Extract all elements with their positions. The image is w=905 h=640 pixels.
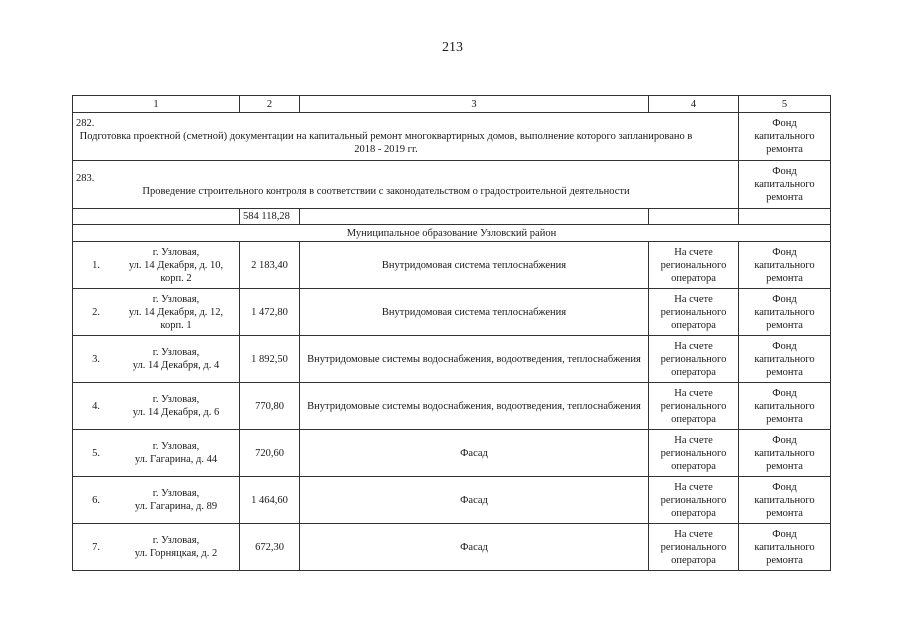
row-number: 4. [92, 400, 100, 412]
cost-cell: 1 892,50 [240, 336, 300, 383]
column-header: 5 [739, 96, 831, 113]
cost-cell: 1 464,60 [240, 477, 300, 524]
empty-cell [73, 209, 240, 225]
row-number: 5. [92, 447, 100, 459]
empty-cell [739, 209, 831, 225]
fund-cell: Фонд капитального ремонта [739, 113, 831, 161]
table-row [73, 336, 831, 383]
repair-table [72, 95, 831, 571]
row-number: 2. [92, 306, 100, 318]
address-text: г. Узловая, ул. 14 Декабря, д. 12, корп. 1 [128, 293, 224, 331]
account-cell: На счете регионального оператора [649, 524, 739, 571]
row-number: 3. [92, 353, 100, 365]
row-number: 7. [92, 541, 100, 553]
column-header: 1 [73, 96, 240, 113]
address-text: г. Узловая, ул. 14 Декабря, д. 4 [132, 347, 220, 371]
work-type-cell: Внутридомовая система теплоснабжения [300, 289, 649, 336]
account-cell: На счете регионального оператора [649, 336, 739, 383]
row-number: 6. [92, 494, 100, 506]
work-type-cell: Фасад [300, 524, 649, 571]
table-row [73, 524, 831, 571]
account-cell: На счете регионального оператора [649, 430, 739, 477]
empty-cell [649, 209, 739, 225]
fund-cell: Фонд капитального ремонта [739, 161, 831, 209]
cost-cell: 720,60 [240, 430, 300, 477]
address-cell [73, 477, 240, 524]
work-type-cell: Фасад [300, 477, 649, 524]
table-row [73, 477, 831, 524]
table-row [73, 242, 831, 289]
address-cell [73, 383, 240, 430]
project-number: 283. [76, 172, 95, 184]
subtotal-row [73, 209, 831, 225]
page-number: 213 [442, 40, 463, 55]
project-cell [73, 161, 739, 209]
cost-cell: 1 472,80 [240, 289, 300, 336]
fund-cell: Фонд капитального ремонта [739, 289, 831, 336]
row-number: 1. [92, 259, 100, 271]
municipality-row [73, 225, 831, 242]
fund-cell: Фонд капитального ремонта [739, 477, 831, 524]
address-text: г. Узловая, ул. 14 Декабря, д. 10, корп. 2 [128, 246, 224, 284]
subtotal-value: 584 118,28 [240, 209, 300, 225]
fund-cell: Фонд капитального ремонта [739, 242, 831, 289]
cost-cell: 2 183,40 [240, 242, 300, 289]
account-cell: На счете регионального оператора [649, 383, 739, 430]
table-row [73, 289, 831, 336]
fund-cell: Фонд капитального ремонта [739, 336, 831, 383]
work-type-cell: Фасад [300, 430, 649, 477]
address-text: г. Узловая, ул. Горняцкая, д. 2 [134, 535, 218, 559]
account-cell: На счете регионального оператора [649, 289, 739, 336]
address-text: г. Узловая, ул. 14 Декабря, д. 6 [132, 394, 220, 418]
table-row [73, 430, 831, 477]
municipality-title: Муниципальное образование Узловский район [73, 225, 831, 242]
address-text: г. Узловая, ул. Гагарина, д. 89 [134, 488, 218, 512]
fund-cell: Фонд капитального ремонта [739, 430, 831, 477]
fund-cell: Фонд капитального ремонта [739, 383, 831, 430]
project-cell [73, 113, 739, 161]
column-header: 4 [649, 96, 739, 113]
fund-cell: Фонд капитального ремонта [739, 524, 831, 571]
project-description: Подготовка проектной (сметной) документации на капитальный ремонт многоквартирных домов, выполнение которого запланировано в 2018 - 2019 гг. [79, 131, 693, 156]
address-cell [73, 336, 240, 383]
address-cell [73, 430, 240, 477]
header-row [73, 96, 831, 113]
address-cell [73, 242, 240, 289]
project-row [73, 161, 831, 209]
account-cell: На счете регионального оператора [649, 242, 739, 289]
account-cell: На счете регионального оператора [649, 477, 739, 524]
address-text: г. Узловая, ул. Гагарина, д. 44 [134, 441, 218, 465]
address-cell [73, 289, 240, 336]
work-type-cell: Внутридомовая система теплоснабжения [300, 242, 649, 289]
empty-cell [300, 209, 649, 225]
project-description: Проведение строительного контроля в соответствии с законодательством о градостроительной деятельности [142, 185, 630, 197]
project-row [73, 113, 831, 161]
column-header: 2 [240, 96, 300, 113]
work-type-cell: Внутридомовые системы водоснабжения, водоотведения, теплоснабжения [300, 336, 649, 383]
address-cell [73, 524, 240, 571]
project-number: 282. [76, 118, 95, 130]
building-rows [73, 242, 831, 571]
cost-cell: 770,80 [240, 383, 300, 430]
work-type-cell: Внутридомовые системы водоснабжения, водоотведения, теплоснабжения [300, 383, 649, 430]
column-header: 3 [300, 96, 649, 113]
table-row [73, 383, 831, 430]
cost-cell: 672,30 [240, 524, 300, 571]
